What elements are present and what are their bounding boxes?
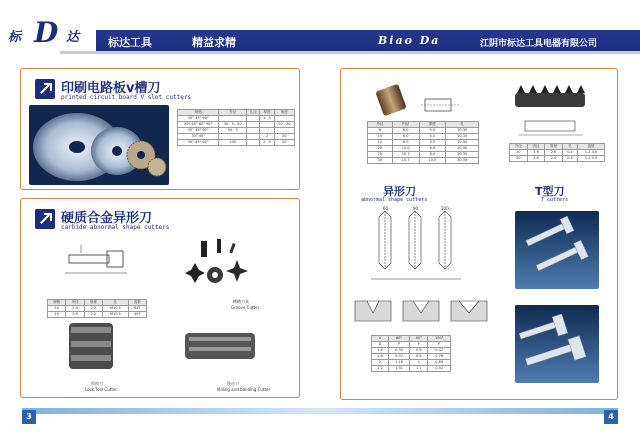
abnormal-subheading: abnormal shape cutters <box>361 197 428 203</box>
lock-caption-en: Lock Tool Cutter <box>85 387 118 392</box>
pcb-section-subtitle: printed circuit board V slot cutters <box>61 94 192 101</box>
table-row: 12 6.0 5.5 10-30 <box>368 140 479 146</box>
table-row: 30 3.6 2.0 0.4 1.2 4.0 <box>510 156 605 162</box>
angle-label-100: 100 <box>441 206 449 211</box>
cylinder-cutter-photo <box>371 83 411 119</box>
abnormal-tools-drawing <box>361 207 471 287</box>
table-row: 30° 45° 60° 100 2 . 3 20 <box>178 140 295 146</box>
slogan-2: 精益求精 <box>192 36 236 49</box>
carbide-section-subtitle: carbide abnormal shape cutters <box>61 224 170 231</box>
t-cutter-photo-1 <box>515 211 599 289</box>
logo-left-char: 标 <box>8 30 22 45</box>
table-row: D P P P <box>372 342 451 348</box>
footer-bar <box>22 408 618 414</box>
table-row: 30 10.7 10.0 30-35 <box>368 158 479 164</box>
lock-caption: 锁扣刀 <box>91 381 103 386</box>
table-row: 30° 45° 2 20 <box>178 134 295 140</box>
table-row: 10 2.0 2.2 M10.5 64T <box>48 306 147 312</box>
pcb-section-title: 印刷电路板v槽刀 <box>61 81 161 96</box>
carbide-cutter-panel <box>20 198 300 398</box>
arrow-icon <box>35 209 55 229</box>
groove-caption-en: Groove Cutter <box>231 305 260 310</box>
table-row: 30° 45° 60° 1 . 5 <box>178 116 295 122</box>
table-row: 2 1.18 1 0.84 <box>372 360 451 366</box>
t-cutter-heading: T型刀 <box>535 185 565 198</box>
angle-label-60: 60 <box>383 206 389 211</box>
logo-right-char: 达 <box>66 30 80 45</box>
t-cutter-subheading: T cutters <box>541 197 569 203</box>
groove-cutter-photo <box>179 239 259 295</box>
angle-spec-table <box>371 335 451 372</box>
angle-label-90: 90 <box>413 206 419 211</box>
gear-drawing <box>517 115 587 139</box>
gear-cutter-photo <box>511 83 591 117</box>
company-logo <box>8 18 100 52</box>
table-row: 1.8 0.37 0.6 0.76 <box>372 354 451 360</box>
top-banner <box>0 0 640 60</box>
table-row: 20 10.0 6.0 20-30 <box>368 146 479 152</box>
t-cutter-photo-2 <box>515 305 599 383</box>
carbide-spec-table <box>47 299 147 318</box>
banner-stripe <box>60 51 640 54</box>
v-groove-profiles <box>351 295 491 327</box>
table-row: 30° 45° 60° 50 . 5 <box>178 128 295 134</box>
arrow-icon <box>35 79 55 99</box>
right-page-panel <box>340 68 618 400</box>
table-row: 外径 内径 厚度 孔 <box>368 122 479 128</box>
lock-cutter-photo <box>61 319 121 375</box>
pcb-cutter-panel <box>20 68 300 190</box>
table-row: 20 3.6 2.0 0.4 1.2 4.0 <box>510 150 605 156</box>
brand-name-en: Biao Da <box>378 34 441 47</box>
table-row: 规格 外径 孔径 厚度 角度 <box>178 110 295 116</box>
table-row: 8 6.0 5.0 10-30 <box>368 128 479 134</box>
milling-cutter-photo <box>181 327 261 367</box>
pcb-spec-table <box>177 109 295 146</box>
table-row: 10 2.0 2.2 M10.5 40T <box>48 312 147 318</box>
slogan-1: 标达工具 <box>108 36 152 49</box>
cylinder-spec-table <box>367 121 479 164</box>
abnormal-heading: 异形刀 <box>383 185 416 198</box>
table-row: 外径 内径 厚度 孔 齿数 <box>510 144 605 150</box>
company-name: 江阴市标达工具电器有限公司 <box>480 39 598 49</box>
cutter-drawing <box>61 241 131 281</box>
page-number-right: 4 <box>604 410 618 424</box>
gear-spec-table <box>509 143 605 162</box>
table-row: 2.2 1.31 1.1 0.92 <box>372 366 451 372</box>
milling-caption-en: Milling and bending Cutter <box>217 387 271 392</box>
table-row: 30° 45° 60° 90° 30 . 5 . 20 20 . 30 <box>178 122 295 128</box>
cylinder-drawing <box>419 95 463 117</box>
logo-d-letter: D <box>34 16 59 49</box>
groove-caption: 槽槽刀具 <box>233 299 249 304</box>
table-row: 25 10.7 6.0 20-30 <box>368 152 479 158</box>
table-row: 1.6 0.35 0.6 0.47 <box>372 348 451 354</box>
table-row: 规格 外径 厚度 孔 齿数 <box>48 300 147 306</box>
milling-caption: 铣齿刀 <box>227 381 239 386</box>
page-number-left: 3 <box>22 410 36 424</box>
table-row: 10 6.0 5.0 10-30 <box>368 134 479 140</box>
table-row: a 60° 90° 100° <box>372 336 451 342</box>
carbide-section-title: 硬质合金异形刀 <box>61 211 153 226</box>
pcb-cutters-photo <box>29 105 169 185</box>
